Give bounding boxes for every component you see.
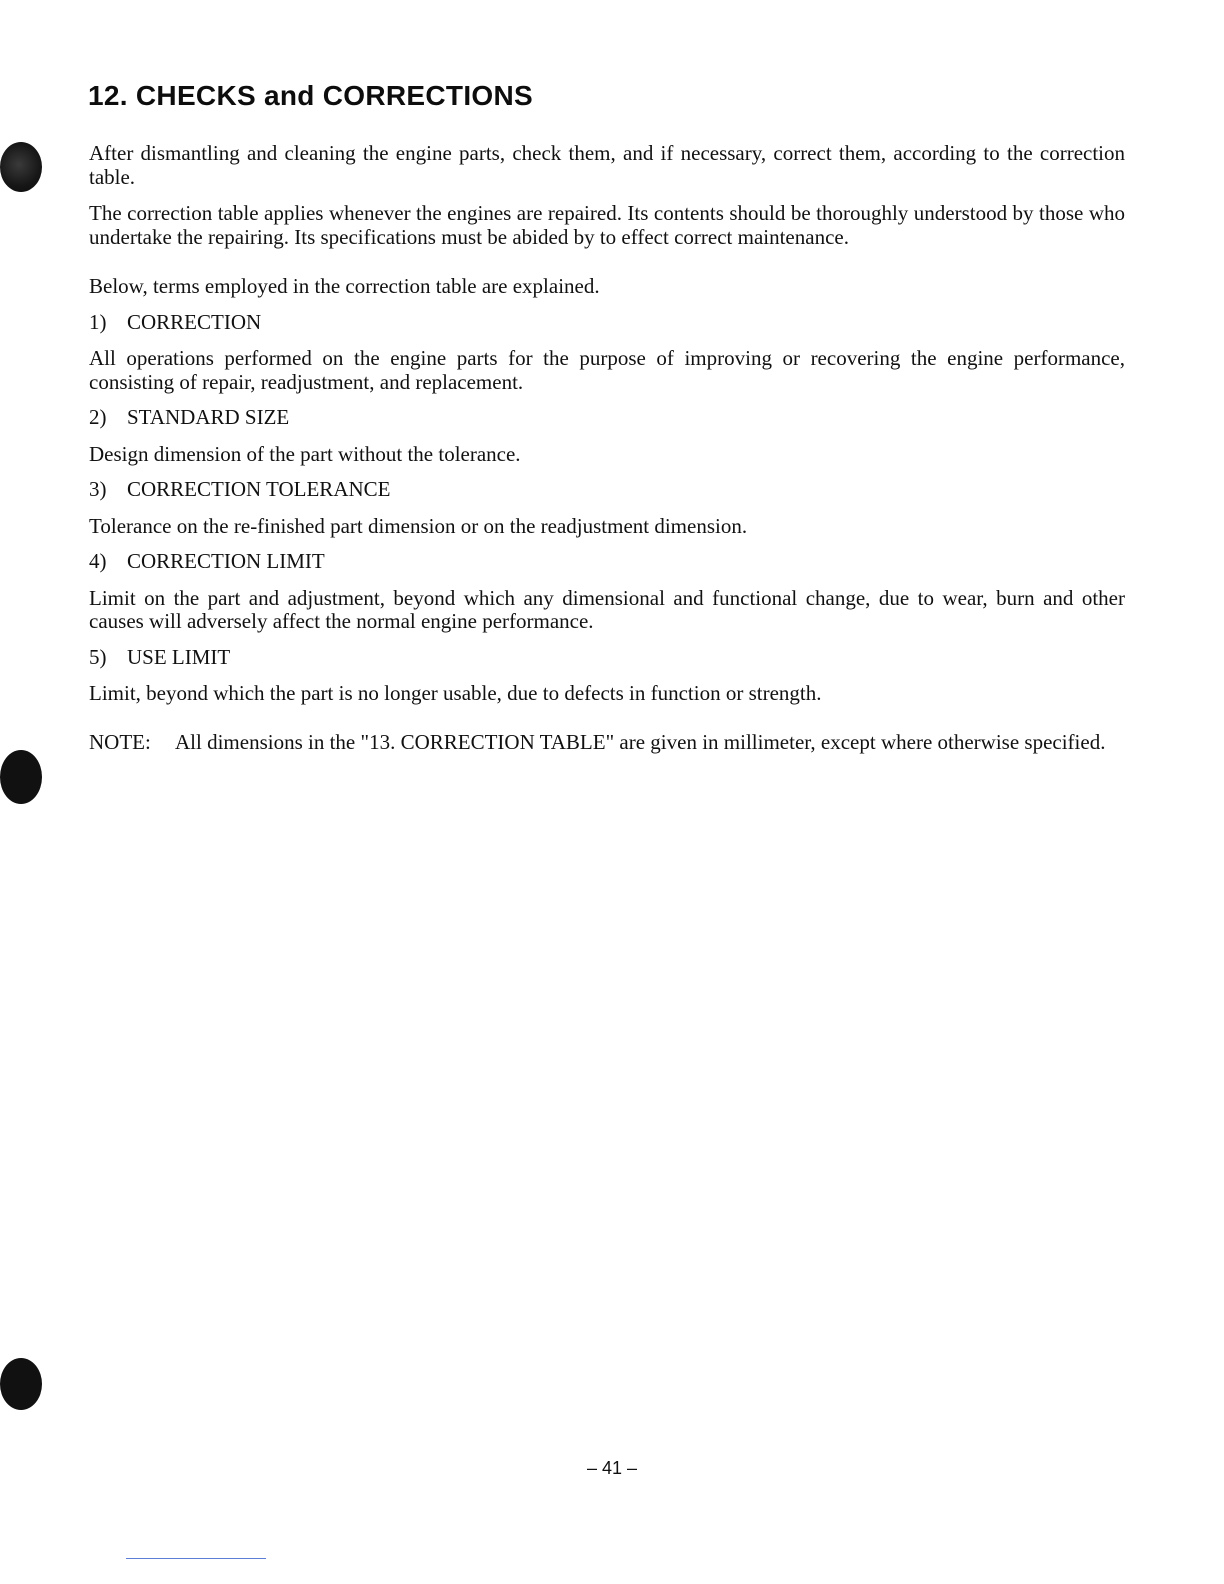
term-heading-correction — [89, 311, 1125, 335]
note-text: All dimensions in the "13. CORRECTION TABLE" are given in millimeter, except where otherwise specified. — [175, 729, 1106, 754]
term-definition-correction-limit: Limit on the part and adjustment, beyond which any dimensional and functional change, due to wear, burn and other causes will adversely affect the normal engine performance. — [89, 585, 1125, 633]
section-heading: 12. CHECKS and CORRECTIONS — [88, 80, 533, 111]
term-number: 1) — [89, 309, 107, 334]
term-title: CORRECTION — [127, 309, 262, 334]
term-definition-correction: All operations performed on the engine parts for the purpose of improving or recovering the engine performance, consisting of repair, readjustment, and replacement. — [89, 346, 1125, 394]
term-number: 3) — [89, 477, 107, 501]
term-heading-use-limit — [89, 646, 1125, 670]
punch-hole-bottom — [0, 1358, 42, 1410]
term-number: 4) — [89, 549, 107, 573]
term-heading-correction-limit — [89, 550, 1125, 574]
note-block — [89, 731, 1125, 755]
intro-paragraph-2: The correction table applies whenever the engines are repaired. Its contents should be thoroughly understood by those who undertake the repairing. Its specifications must be abided by to effect correct maintenance. — [89, 201, 1125, 249]
punch-hole-top — [0, 142, 42, 192]
term-heading-standard-size — [89, 406, 1125, 430]
term-title: CORRECTION LIMIT — [127, 549, 325, 573]
intro-paragraph-1: After dismantling and cleaning the engine parts, check them, and if necessary, correct them, according to the correction table. — [89, 141, 1125, 189]
punch-hole-middle — [0, 750, 42, 804]
section-body — [89, 142, 1125, 754]
term-number: 2) — [89, 405, 107, 429]
term-definition-use-limit: Limit, beyond which the part is no longer usable, due to defects in function or strength. — [89, 681, 822, 705]
term-title: CORRECTION TOLERANCE — [127, 477, 391, 501]
term-number: 5) — [89, 644, 107, 669]
term-definition-standard-size: Design dimension of the part without the tolerance. — [89, 441, 521, 466]
intro-paragraph-3: Below, terms employed in the correction table are explained. — [89, 274, 600, 298]
term-title: STANDARD SIZE — [127, 405, 290, 429]
scan-artifact-line — [126, 1558, 266, 1559]
term-definition-correction-tolerance: Tolerance on the re-finished part dimension or on the readjustment dimension. — [89, 513, 748, 538]
page-number: – 41 – — [586, 1458, 638, 1478]
note-label: NOTE: — [89, 729, 151, 754]
term-heading-correction-tolerance — [89, 478, 1125, 502]
term-title: USE LIMIT — [127, 644, 231, 669]
